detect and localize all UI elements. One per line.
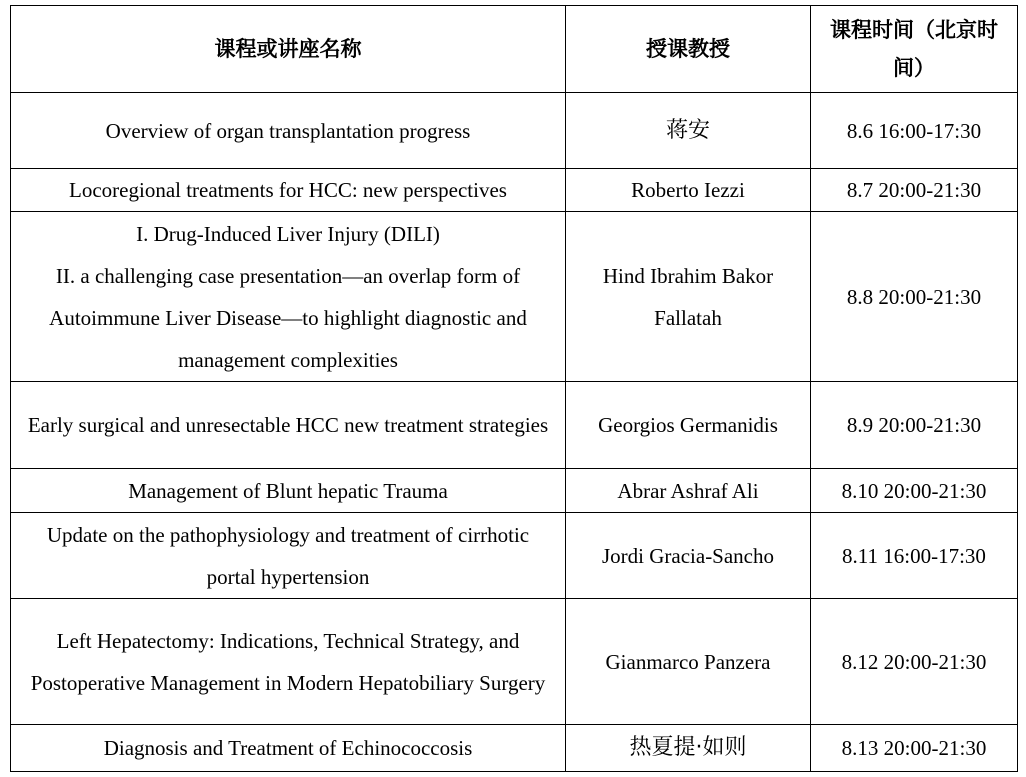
course-title: Diagnosis and Treatment of Echinococcosis [103,736,473,760]
course-title: Early surgical and unresectable HCC new treatment strategies [27,413,549,437]
table-header-row [11,6,1018,93]
course-cell [11,212,566,382]
table-row [11,93,1018,169]
lecturer-cell: Jordi Gracia-Sancho [566,513,811,599]
table-row [11,169,1018,212]
course-cell [11,469,566,513]
course-schedule-table [10,5,1018,772]
table-row [11,725,1018,772]
time-cell: 8.8 20:00-21:30 [811,212,1018,382]
table-row [11,513,1018,599]
course-cell [11,169,566,212]
time-cell: 8.12 20:00-21:30 [811,599,1018,725]
lecturer-cell: Roberto Iezzi [566,169,811,212]
course-cell [11,599,566,725]
header-course-name: 课程或讲座名称 [11,6,566,93]
course-title-part-1: I. Drug-Induced Liver Injury (DILI) [136,221,440,246]
time-cell: 8.6 16:00-17:30 [811,93,1018,169]
course-cell [11,513,566,599]
lecturer-cell: Gianmarco Panzera [566,599,811,725]
lecturer-cell: Abrar Ashraf Ali [566,469,811,513]
header-course-time: 课程时间（北京时间） [811,6,1018,93]
lecturer-cell: 蒋安 [566,93,811,169]
course-cell [11,725,566,772]
time-cell: 8.9 20:00-21:30 [811,382,1018,469]
course-title: Locoregional treatments for HCC: new perspectives [69,178,507,202]
table-row [11,599,1018,725]
course-title: Management of Blunt hepatic Trauma [128,478,448,503]
course-title: Left Hepatectomy: Indications, Technical Strategy, and Postoperative Management in Modern Hepatobiliary Surgery [30,628,546,695]
course-title-part-2: II. a challenging case presentation—an overlap form of Autoimmune Liver Disease—to highlight diagnostic and management complexities [49,263,527,372]
course-cell [11,382,566,469]
header-lecturer: 授课教授 [566,6,811,93]
table-row [11,212,1018,382]
table-row [11,382,1018,469]
course-title: Overview of organ transplantation progress [105,118,471,143]
table-row [11,469,1018,513]
course-cell [11,93,566,169]
time-cell: 8.13 20:00-21:30 [811,725,1018,772]
lecturer-cell: Georgios Germanidis [566,382,811,469]
time-cell: 8.7 20:00-21:30 [811,169,1018,212]
time-cell: 8.10 20:00-21:30 [811,469,1018,513]
lecturer-cell: 热夏提·如则 [566,725,811,772]
lecturer-cell: Hind Ibrahim Bakor Fallatah [566,212,811,382]
time-cell: 8.11 16:00-17:30 [811,513,1018,599]
course-title: Update on the pathophysiology and treatment of cirrhotic portal hypertension [46,522,530,589]
